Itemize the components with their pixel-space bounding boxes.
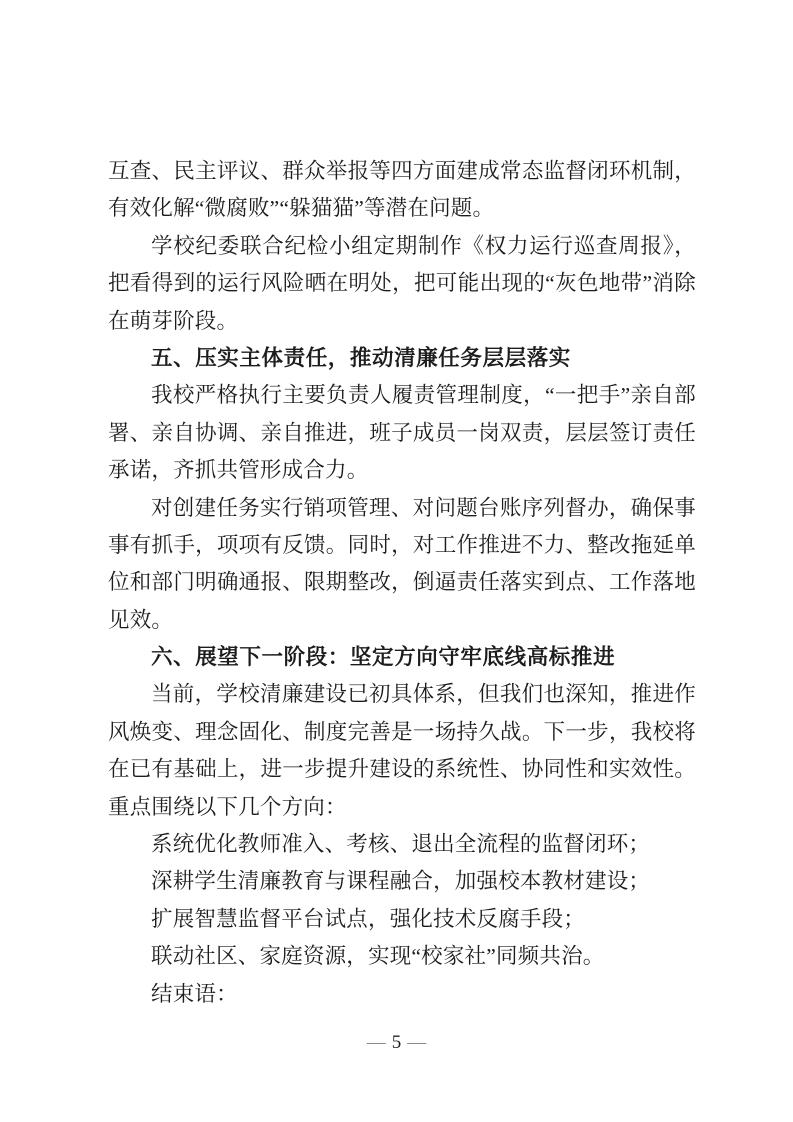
text-line: 署、亲自协调、亲自推进，班子成员一岗双责，层层签订责任 [108, 420, 696, 445]
text-line: 我校严格执行主要负责人履责管理制度，“一把手”亲自部 [151, 383, 696, 408]
text-line: 系统优化教师准入、考核、退出全流程的监督闭环； [151, 832, 651, 857]
text-line: 有效化解“微腐败”“躲猫猫”等潜在问题。 [108, 196, 495, 221]
text-line: 深耕学生清廉教育与课程融合，加强校本教材建设； [151, 869, 651, 894]
text-line: 联动社区、家庭资源，实现“校家社”同频共治。 [151, 944, 605, 969]
text-line: 位和部门明确通报、限期整改，倒逼责任落实到点、工作落地 [108, 570, 696, 595]
text-line: 承诺，齐抓共管形成合力。 [108, 458, 369, 483]
document-body [108, 153, 696, 1013]
text-line: 在已有基础上，进一步提升建设的系统性、协同性和实效性。 [108, 757, 696, 782]
text-line: 对创建任务实行销项管理、对问题台账序列督办，确保事 [151, 495, 696, 520]
footer-dash-right: — [407, 1032, 427, 1053]
page-footer [0, 1028, 793, 1058]
text-line: 事有抓手，项项有反馈。同时，对工作推进不力、整改拖延单 [108, 532, 696, 557]
text-line: 把看得到的运行风险晒在明处，把可能出现的“灰色地带”消除 [108, 271, 696, 296]
text-line: 扩展智慧监督平台试点，强化技术反腐手段； [151, 906, 586, 931]
section-heading: 六、展望下一阶段：坚定方向守牢底线高标推进 [151, 645, 616, 670]
text-line: 见效。 [108, 607, 174, 632]
text-line: 互查、民主评议、群众举报等四方面建成常态监督闭环机制， [108, 159, 696, 183]
text-line: 学校纪委联合纪检小组定期制作《权力运行巡查周报》， [151, 233, 696, 258]
text-line: 重点围绕以下几个方向： [108, 794, 347, 819]
footer-dash-left: — [366, 1032, 386, 1053]
text-line: 风焕变、理念固化、制度完善是一场持久战。下一步，我校将 [108, 719, 696, 744]
page-number: 5 [391, 1032, 402, 1053]
section-heading: 五、压实主体责任，推动清廉任务层层落实 [151, 345, 571, 370]
text-line: 当前，学校清廉建设已初具体系，但我们也深知，推进作 [151, 682, 696, 707]
text-line: 在萌芽阶段。 [108, 308, 239, 333]
text-line: 结束语： [151, 981, 238, 1006]
